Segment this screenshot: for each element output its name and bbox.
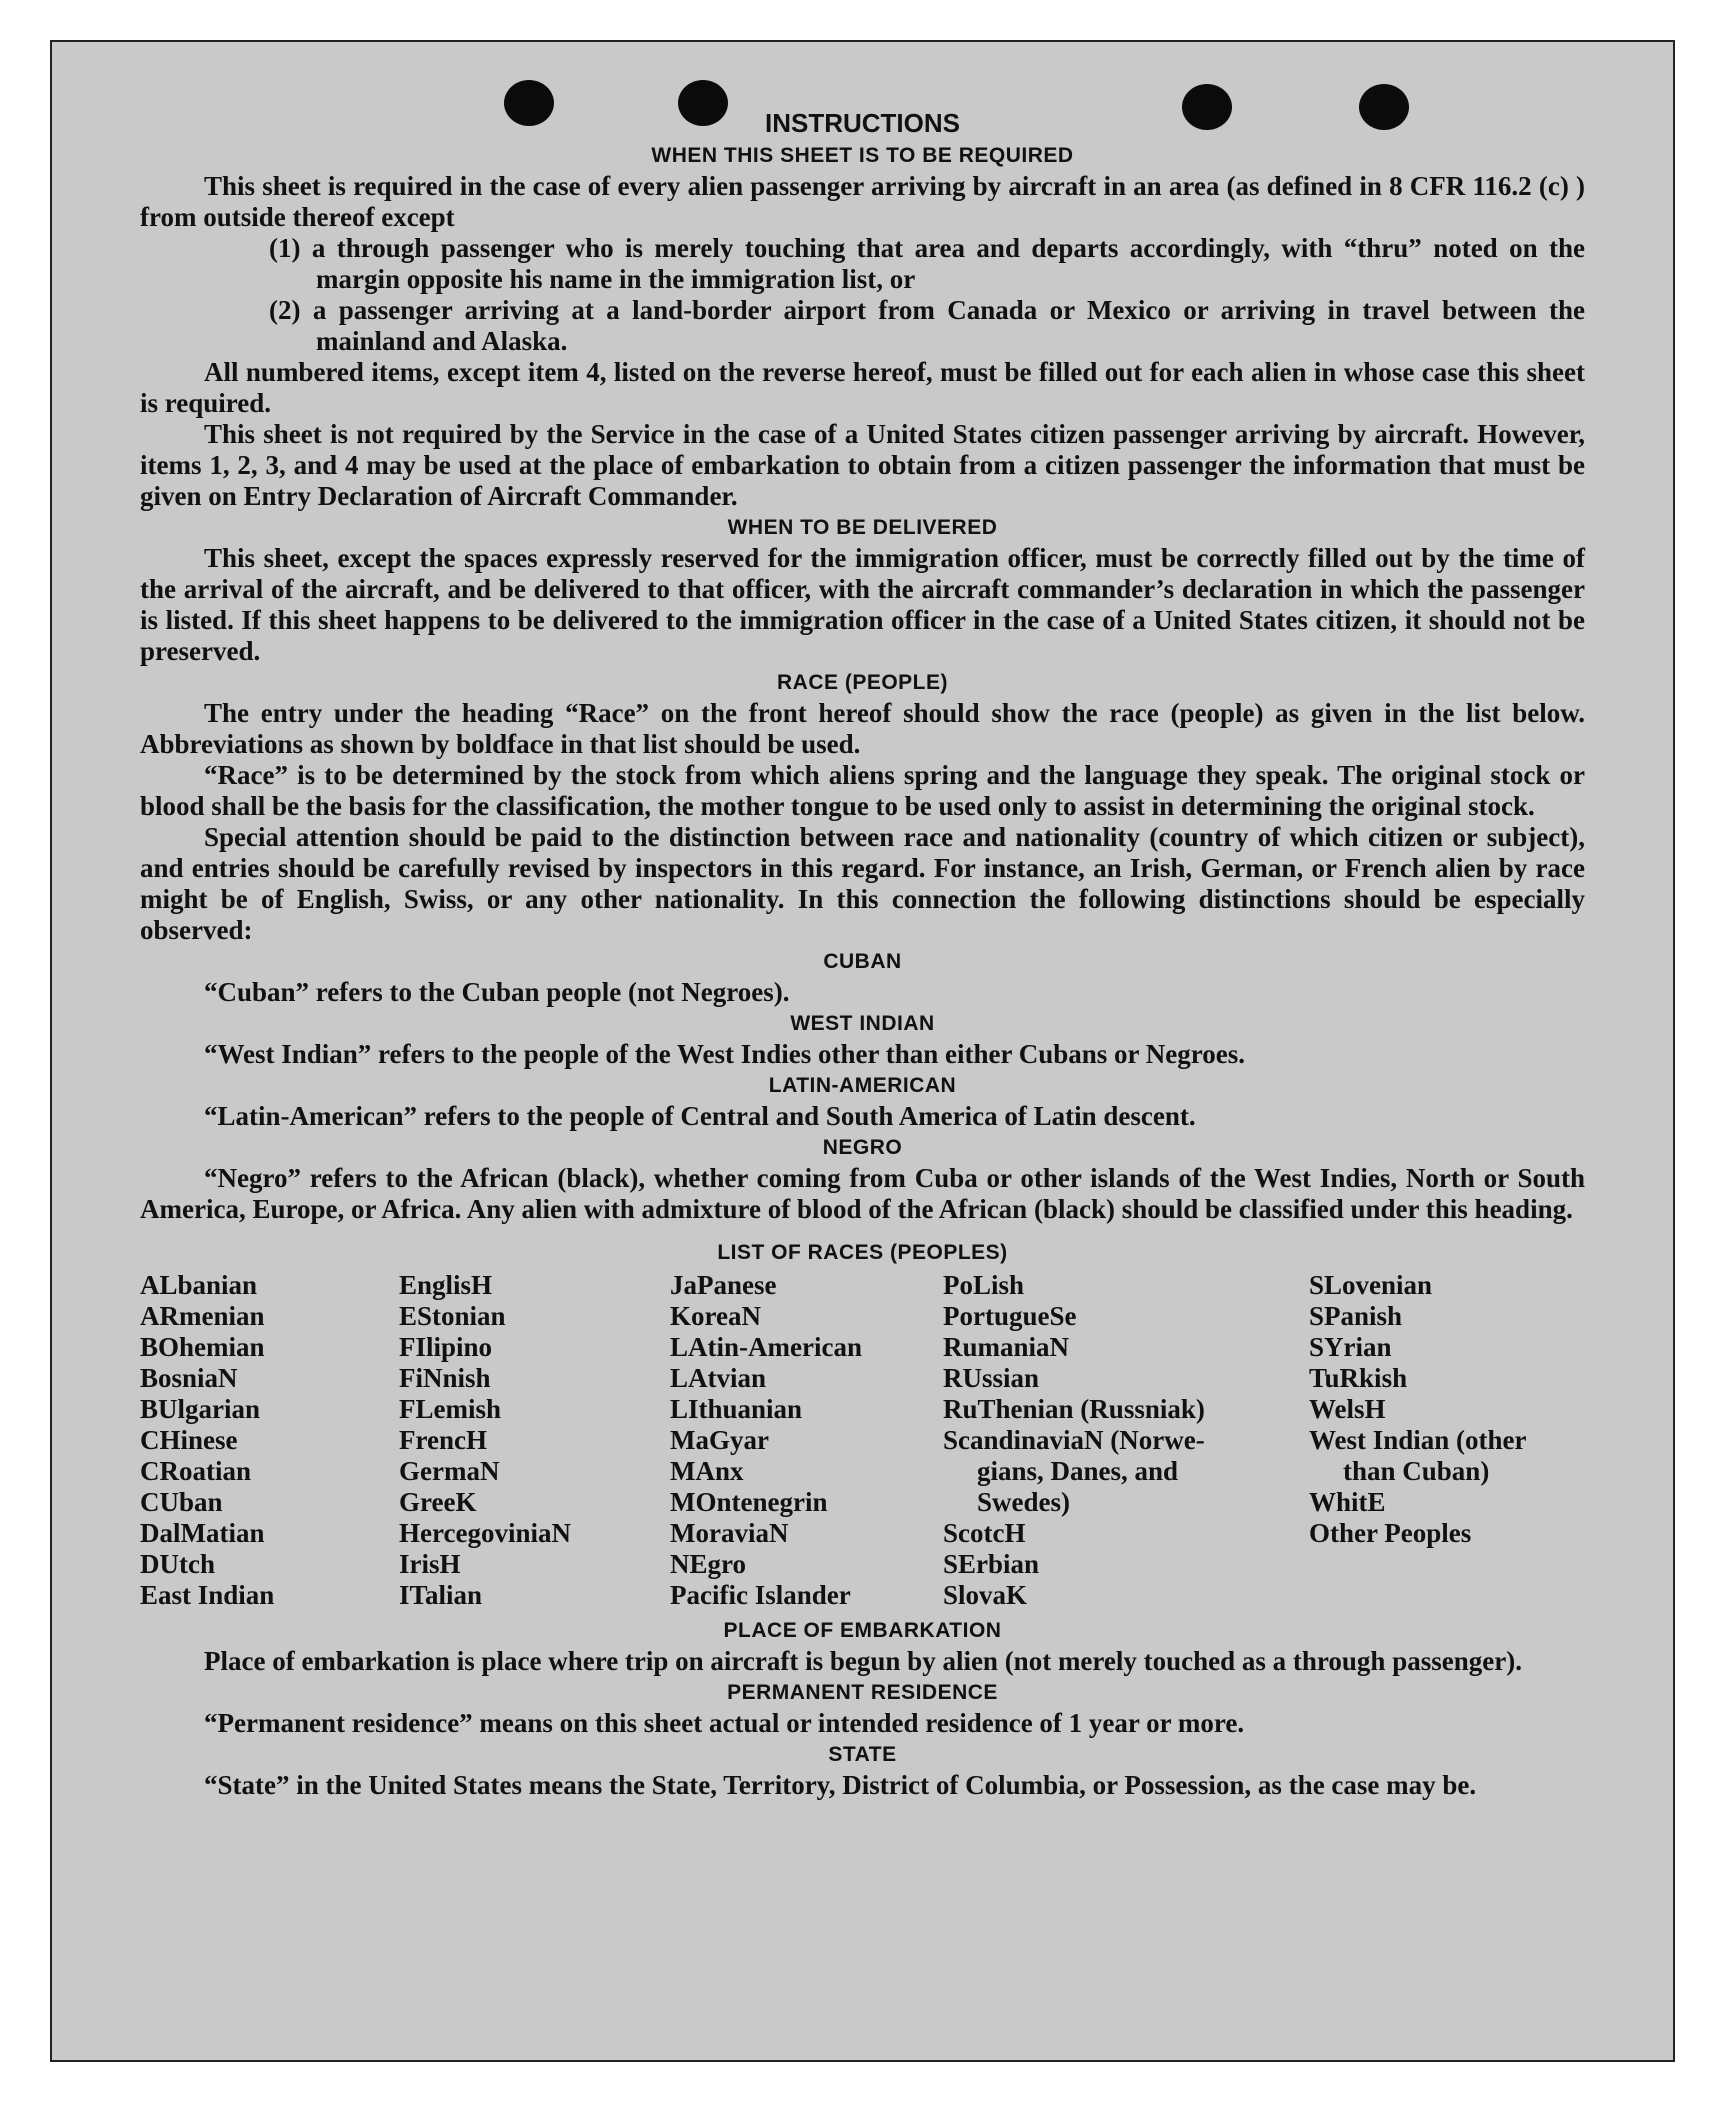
race-entry: HercegoviniaN <box>399 1518 571 1548</box>
race-entry: CUban <box>140 1487 223 1517</box>
race-entry: CRoatian <box>140 1456 252 1486</box>
paragraph: “Permanent residence” means on this sheet actual or intended residence of 1 year or more. <box>204 1708 1245 1738</box>
race-entry: DUtch <box>140 1549 215 1579</box>
race-entry: SYrian <box>1309 1332 1392 1362</box>
race-entry: than Cuban) <box>1343 1456 1490 1486</box>
race-entry: LIthuanian <box>670 1394 803 1424</box>
paragraph: Special attention should be paid to the distinction between race and nationality (country of which citizen or subject), and entries should be carefully revised by inspectors in this regard. For instance, an Irish, German, or French alien by race might be of English, Swiss, or any other nationality. In this connection the following distinctions should be especially observed: <box>140 822 1585 945</box>
instructions-content <box>140 106 1585 1801</box>
race-entry: KoreaN <box>670 1301 761 1331</box>
list-item: (1) a through passenger who is merely touching that area and departs accordingly, with “thru” noted on the margin opposite his name in the immigration list, or <box>269 233 1585 294</box>
section-heading: RACE (PEOPLE) <box>776 671 948 694</box>
paragraph: The entry under the heading “Race” on the front hereof should show the race (people) as given in the list below. Abbreviations as shown by boldface in that list should be used. <box>140 698 1585 759</box>
race-entry: FrencH <box>399 1425 487 1455</box>
race-column <box>943 1270 1205 1611</box>
race-column <box>1309 1270 1527 1549</box>
race-entry: ITalian <box>399 1580 483 1610</box>
race-entry: FIlipino <box>399 1332 493 1362</box>
race-entry: SErbian <box>943 1549 1040 1579</box>
section-heading: LATIN-AMERICAN <box>768 1074 957 1097</box>
race-entry: DalMatian <box>140 1518 265 1548</box>
race-column <box>399 1270 571 1611</box>
race-entry: MoraviaN <box>670 1518 789 1548</box>
race-entry: ScandinaviaN (Norwe- <box>943 1425 1205 1455</box>
race-entry: NEgro <box>670 1549 747 1579</box>
race-entry: ALbanian <box>140 1270 258 1300</box>
race-entry: Pacific Islander <box>670 1580 851 1610</box>
race-entry: FLemish <box>399 1394 502 1424</box>
race-entry: WhitE <box>1309 1487 1386 1517</box>
race-entry: GreeK <box>399 1487 477 1517</box>
paragraph: “Race” is to be determined by the stock from which aliens spring and the language they speak. The original stock or blood shall be the basis for the classification, the mother tongue to be used only to assist in determining the original stock. <box>140 760 1585 821</box>
section-heading: CUBAN <box>823 950 902 973</box>
race-entry: IrisH <box>399 1549 461 1579</box>
race-entry: BosniaN <box>140 1363 238 1393</box>
race-entry: LAtin-American <box>670 1332 862 1362</box>
race-entry: SlovaK <box>943 1580 1028 1610</box>
section-heading: STATE <box>828 1743 897 1766</box>
race-entry: MAnx <box>670 1456 744 1486</box>
race-entry: BOhemian <box>140 1332 265 1362</box>
race-list <box>140 1270 1585 1615</box>
race-entry: LAtvian <box>670 1363 767 1393</box>
paragraph: “Cuban” refers to the Cuban people (not Negroes). <box>204 977 790 1007</box>
race-entry: GermaN <box>399 1456 500 1486</box>
race-entry: SPanish <box>1309 1301 1403 1331</box>
race-entry: EnglisH <box>399 1270 493 1300</box>
race-entry: MOntenegrin <box>670 1487 828 1517</box>
race-entry: East Indian <box>140 1580 275 1610</box>
race-entry: PortugueSe <box>943 1301 1077 1331</box>
list-item: (2) a passenger arriving at a land-border airport from Canada or Mexico or arriving in travel between the mainland and Alaska. <box>269 295 1585 356</box>
race-entry: TuRkish <box>1309 1363 1408 1393</box>
paragraph: “Latin-American” refers to the people of Central and South America of Latin descent. <box>204 1101 1196 1131</box>
paragraph: This sheet, except the spaces expressly reserved for the immigration officer, must be correctly filled out by the time of the arrival of the aircraft, and be delivered to that officer, with the aircraft commander’s declaration in which the passenger is listed. If this sheet happens to be delivered to the immigration officer in the case of a United States citizen, it should not be preserved. <box>140 543 1585 666</box>
race-entry: Swedes) <box>977 1487 1070 1517</box>
section-heading: NEGRO <box>822 1136 903 1159</box>
section-heading: LIST OF RACES (PEOPLES) <box>717 1241 1008 1264</box>
race-entry: Other Peoples <box>1309 1518 1472 1548</box>
race-entry: FiNnish <box>399 1363 491 1393</box>
race-entry: RuThenian (Russniak) <box>943 1394 1205 1424</box>
race-entry: ARmenian <box>140 1301 265 1331</box>
race-entry: ScotcH <box>943 1518 1026 1548</box>
race-column <box>670 1270 862 1611</box>
race-entry: West Indian (other <box>1309 1425 1527 1455</box>
section-heading: WHEN TO BE DELIVERED <box>727 516 998 539</box>
paragraph: Place of embarkation is place where trip on aircraft is begun by alien (not merely touched as a through passenger). <box>204 1646 1522 1676</box>
race-entry: SLovenian <box>1309 1270 1433 1300</box>
race-entry: EStonian <box>399 1301 506 1331</box>
paragraph: “West Indian” refers to the people of the West Indies other than either Cubans or Negroes. <box>204 1039 1246 1069</box>
race-entry: gians, Danes, and <box>977 1456 1179 1486</box>
page-title: INSTRUCTIONS <box>765 108 960 138</box>
section-heading: WHEN THIS SHEET IS TO BE REQUIRED <box>651 144 1074 167</box>
section-heading: PERMANENT RESIDENCE <box>727 1681 998 1704</box>
paragraph: This sheet is required in the case of every alien passenger arriving by aircraft in an area (as defined in 8 CFR 116.2 (c) ) from outside thereof except <box>140 171 1585 232</box>
race-entry: BUlgarian <box>140 1394 261 1424</box>
paragraph: This sheet is not required by the Service in the case of a United States citizen passenger arriving by aircraft. However, items 1, 2, 3, and 4 may be used at the place of embarkation to obtain from a citizen passenger the information that must be given on Entry Declaration of Aircraft Commander. <box>140 419 1585 511</box>
paragraph: All numbered items, except item 4, listed on the reverse hereof, must be filled out for each alien in whose case this sheet is required. <box>140 357 1585 418</box>
section-heading: PLACE OF EMBARKATION <box>723 1619 1002 1642</box>
race-entry: WelsH <box>1309 1394 1386 1424</box>
race-entry: MaGyar <box>670 1425 769 1455</box>
race-entry: RumaniaN <box>943 1332 1070 1362</box>
paragraph: “State” in the United States means the State, Territory, District of Columbia, or Possession, as the case may be. <box>204 1770 1477 1800</box>
race-column <box>140 1270 274 1611</box>
race-entry: JaPanese <box>670 1270 777 1300</box>
section-heading: WEST INDIAN <box>790 1012 935 1035</box>
paragraph: “Negro” refers to the African (black), whether coming from Cuba or other islands of the West Indies, North or South America, Europe, or Africa. Any alien with admixture of blood of the African (black) should be classified under this heading. <box>140 1163 1585 1224</box>
race-entry: RUssian <box>943 1363 1040 1393</box>
race-entry: CHinese <box>140 1425 238 1455</box>
race-entry: PoLish <box>943 1270 1025 1300</box>
